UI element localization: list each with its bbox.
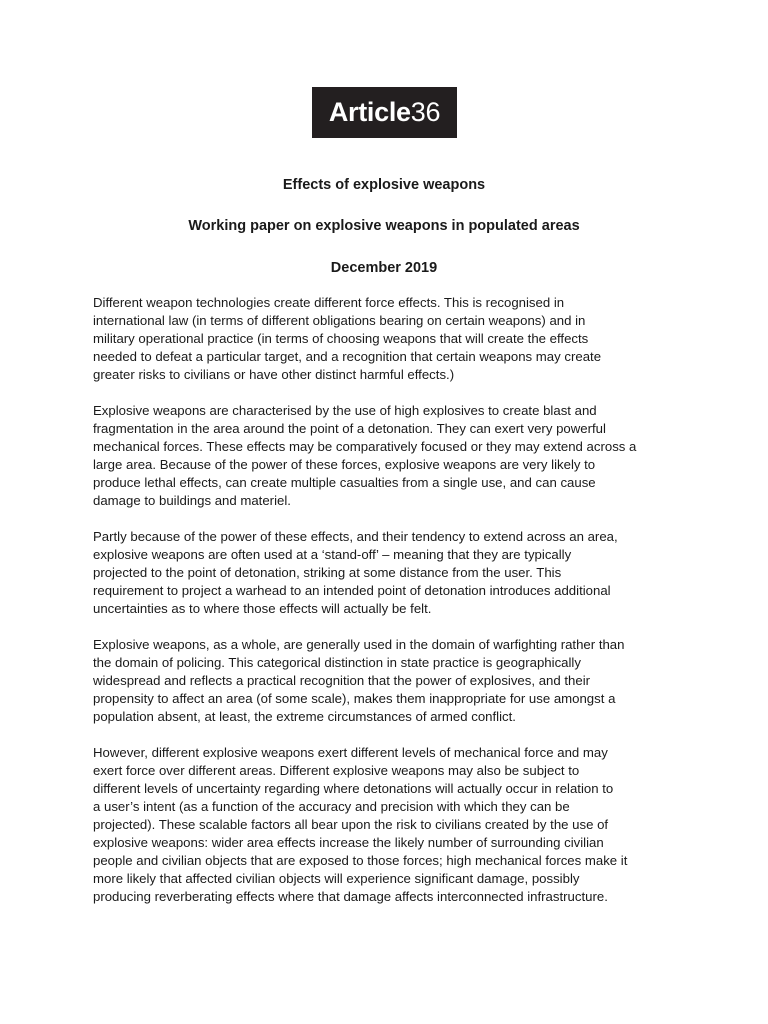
body-paragraph <box>93 402 679 510</box>
document-body <box>93 294 679 924</box>
paragraph-line: a user’s intent (as a function of the accuracy and precision with which they can be <box>93 799 570 814</box>
paragraph-line: more likely that affected civilian objects will experience significant damage, possibly <box>93 871 580 886</box>
paragraph-line: Partly because of the power of these effects, and their tendency to extend across an area, <box>93 529 618 544</box>
paragraph-line: international law (in terms of different obligations bearing on certain weapons) and in <box>93 313 586 328</box>
paragraph-line: Explosive weapons, as a whole, are generally used in the domain of warfighting rather than <box>93 637 625 652</box>
paragraph-line: uncertainties as to where those effects will actually be felt. <box>93 601 432 616</box>
paragraph-line: damage to buildings and materiel. <box>93 493 291 508</box>
paragraph-line: mechanical forces. These effects may be comparatively focused or they may extend across a <box>93 439 637 454</box>
document-title: Effects of explosive weapons <box>282 177 486 193</box>
paragraph-line: the domain of policing. This categorical distinction in state practice is geographically <box>93 655 581 670</box>
paragraph-line: exert force over different areas. Different explosive weapons may also be subject to <box>93 763 580 778</box>
document-subtitle: Working paper on explosive weapons in populated areas <box>188 218 580 234</box>
document-date: December 2019 <box>330 260 438 276</box>
article36-logo <box>312 87 457 138</box>
paragraph-line: fragmentation in the area around the point of a detonation. They can exert very powerful <box>93 421 606 436</box>
body-paragraph <box>93 636 679 726</box>
paragraph-line: projected to the point of detonation, striking at some distance from the user. This <box>93 565 562 580</box>
paragraph-line: needed to defeat a particular target, and a recognition that certain weapons may create <box>93 349 602 364</box>
paragraph-line: explosive weapons: wider area effects increase the likely number of surrounding civilian <box>93 835 604 850</box>
paragraph-line: military operational practice (in terms of choosing weapons that will create the effects <box>93 331 589 346</box>
paragraph-line: However, different explosive weapons exert different levels of mechanical force and may <box>93 745 608 760</box>
paragraph-line: projected). These scalable factors all bear upon the risk to civilians created by the use of <box>93 817 609 832</box>
paragraph-line: population absent, at least, the extreme circumstances of armed conflict. <box>93 709 516 724</box>
paragraph-line: large area. Because of the power of these forces, explosive weapons are very likely to <box>93 457 596 472</box>
paragraph-line: different levels of uncertainty regarding where detonations will actually occur in relation to <box>93 781 614 796</box>
body-paragraph <box>93 294 679 384</box>
paragraph-line: Different weapon technologies create different force effects. This is recognised in <box>93 295 565 310</box>
paragraph-line: producing reverberating effects where that damage affects interconnected infrastructure. <box>93 889 608 904</box>
paragraph-line: greater risks to civilians or have other distinct harmful effects.) <box>93 367 455 382</box>
logo-text: Article36 <box>328 97 441 127</box>
paragraph-line: produce lethal effects, can create multiple casualties from a single use, and can cause <box>93 475 596 490</box>
paragraph-line: people and civilian objects that are exposed to those forces; high mechanical forces make it <box>93 853 628 868</box>
paragraph-line: explosive weapons are often used at a ‘stand-off’ – meaning that they are typically <box>93 547 572 562</box>
paragraph-line: widespread and reflects a practical recognition that the power of explosives, and their <box>93 673 591 688</box>
paragraph-line: Explosive weapons are characterised by the use of high explosives to create blast and <box>93 403 597 418</box>
paragraph-line: requirement to project a warhead to an intended point of detonation introduces additional <box>93 583 611 598</box>
body-paragraph <box>93 528 679 618</box>
body-paragraph <box>93 744 679 906</box>
paragraph-line: propensity to affect an area (of some scale), makes them inappropriate for use amongst a <box>93 691 616 706</box>
